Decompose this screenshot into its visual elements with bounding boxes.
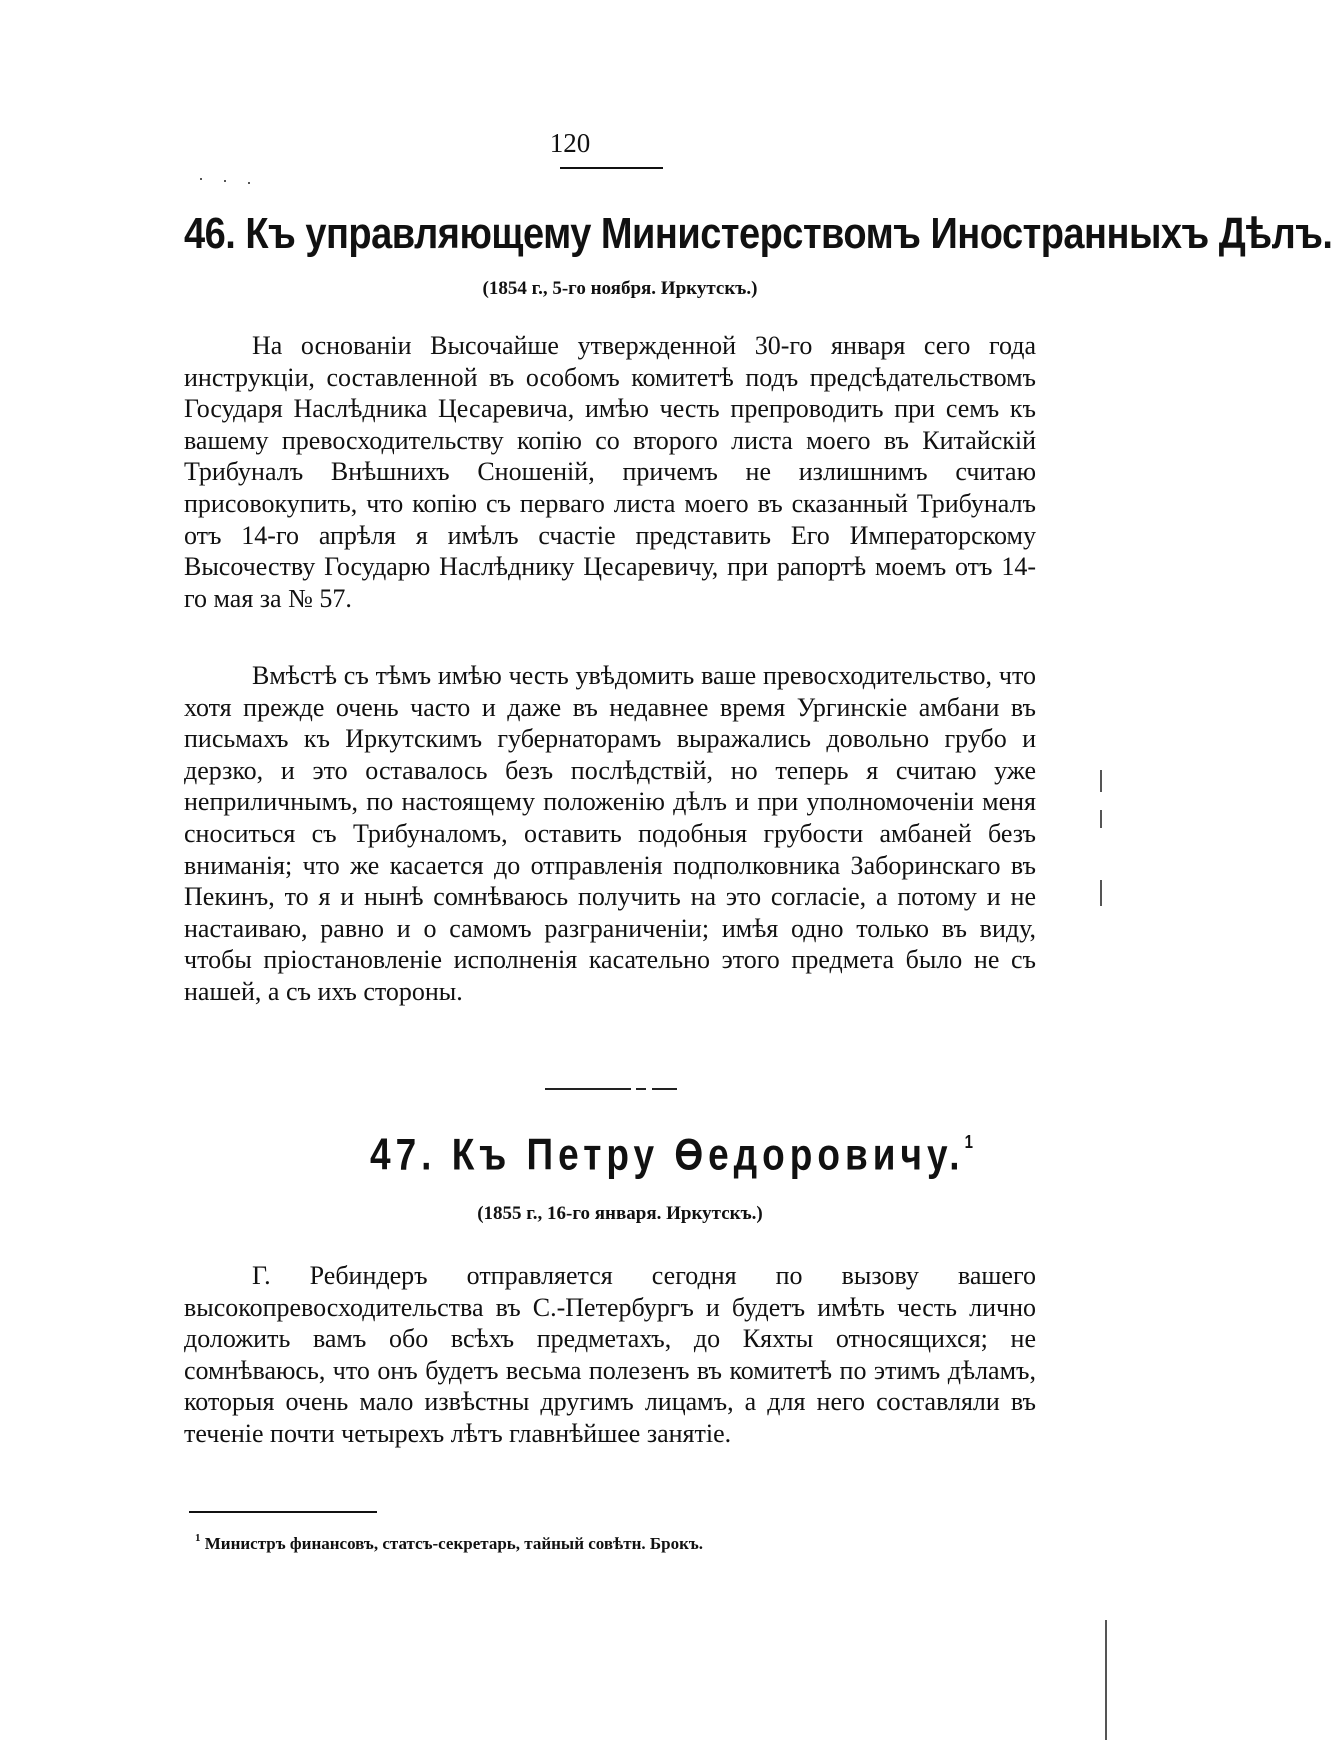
letter-46-paragraph-2: Вмѣстѣ съ тѣмъ имѣю честь увѣдомить ваше превосходительство, что хотя прежде очень часто и даже въ недавнее время Ургинскіе амбани въ письмахъ къ Иркутскимъ губернаторамъ выражались довольно грубо и дерзко, и это оставалось безъ послѣдствій, но теперь я считаю уже неприличнымъ, по настоящему положенію дѣлъ и при уполномоченіи меня сноситься съ Трибуналомъ, оставить подобныя грубости амбаней безъ вниманія; что же касается до отправленія подполковника Заборинскаго въ Пекинъ, то я и нынѣ сомнѣваюсь получить на это согласіе, а потому и не настаиваю, равно и о самомъ разграниченіи; имѣя одно только въ виду, чтобы пріостановленіе исполненія касательно этого предмета было не съ нашей, а съ ихъ стороны. bbox=[184, 661, 1036, 1006]
footnote-text: Министръ финансовъ, статсъ-секретарь, тайный совѣтн. Брокъ. bbox=[204, 1534, 704, 1553]
letter-46-paragraph-1: На основаніи Высочайше утвержденной 30-го января сего года инструкціи, составленной въ особомъ комитетѣ подъ предсѣдательствомъ Государя Наслѣдника Цесаревича, имѣю честь препроводить при семъ къ вашему превосходительству копію со второго листа моего въ Китайскій Трибуналъ Внѣшнихъ Сношеній, причемъ не излишнимъ считаю присовокупить, что копію съ перваго листа моего въ сказанный Трибуналъ отъ 14-го апрѣля я имѣлъ счастіе представить Его Императорскому Высочеству Государю Наслѣднику Цесаревичу, при рапортѣ моемъ отъ 14-го мая за № 57. bbox=[184, 331, 1036, 613]
letter-47-dateline: (1855 г., 16-го января. Иркутскъ.) bbox=[477, 1203, 763, 1224]
footnote-reference: 1 bbox=[964, 1132, 973, 1153]
letter-47-heading-text: 47. Къ Петру Өедоровичу. bbox=[370, 1130, 965, 1180]
letter-47-paragraph-1: Г. Ребиндеръ отправляется сегодня по вызову вашего высокопревосходительства въ С.-Петербургъ и будетъ имѣть честь лично доложить вамъ обо всѣхъ предметахъ, до Кяхты относящихся; не сомнѣваюсь, что онъ будетъ весьма полезенъ въ комитетѣ по этимъ дѣламъ, которыя очень мало извѣстны другимъ лицамъ, а для него составляли въ теченіе почти четырехъ лѣтъ главнѣйшее занятіе. bbox=[184, 1261, 1036, 1448]
letter-46-heading: 46. Къ управляющему Министерствомъ Иностранныхъ Дѣлъ. bbox=[184, 210, 1332, 259]
letter-46-dateline: (1854 г., 5-го ноября. Иркутскъ.) bbox=[482, 278, 758, 299]
page-number: 120 bbox=[549, 128, 591, 158]
footnote-marker: 1 bbox=[195, 1532, 201, 1544]
